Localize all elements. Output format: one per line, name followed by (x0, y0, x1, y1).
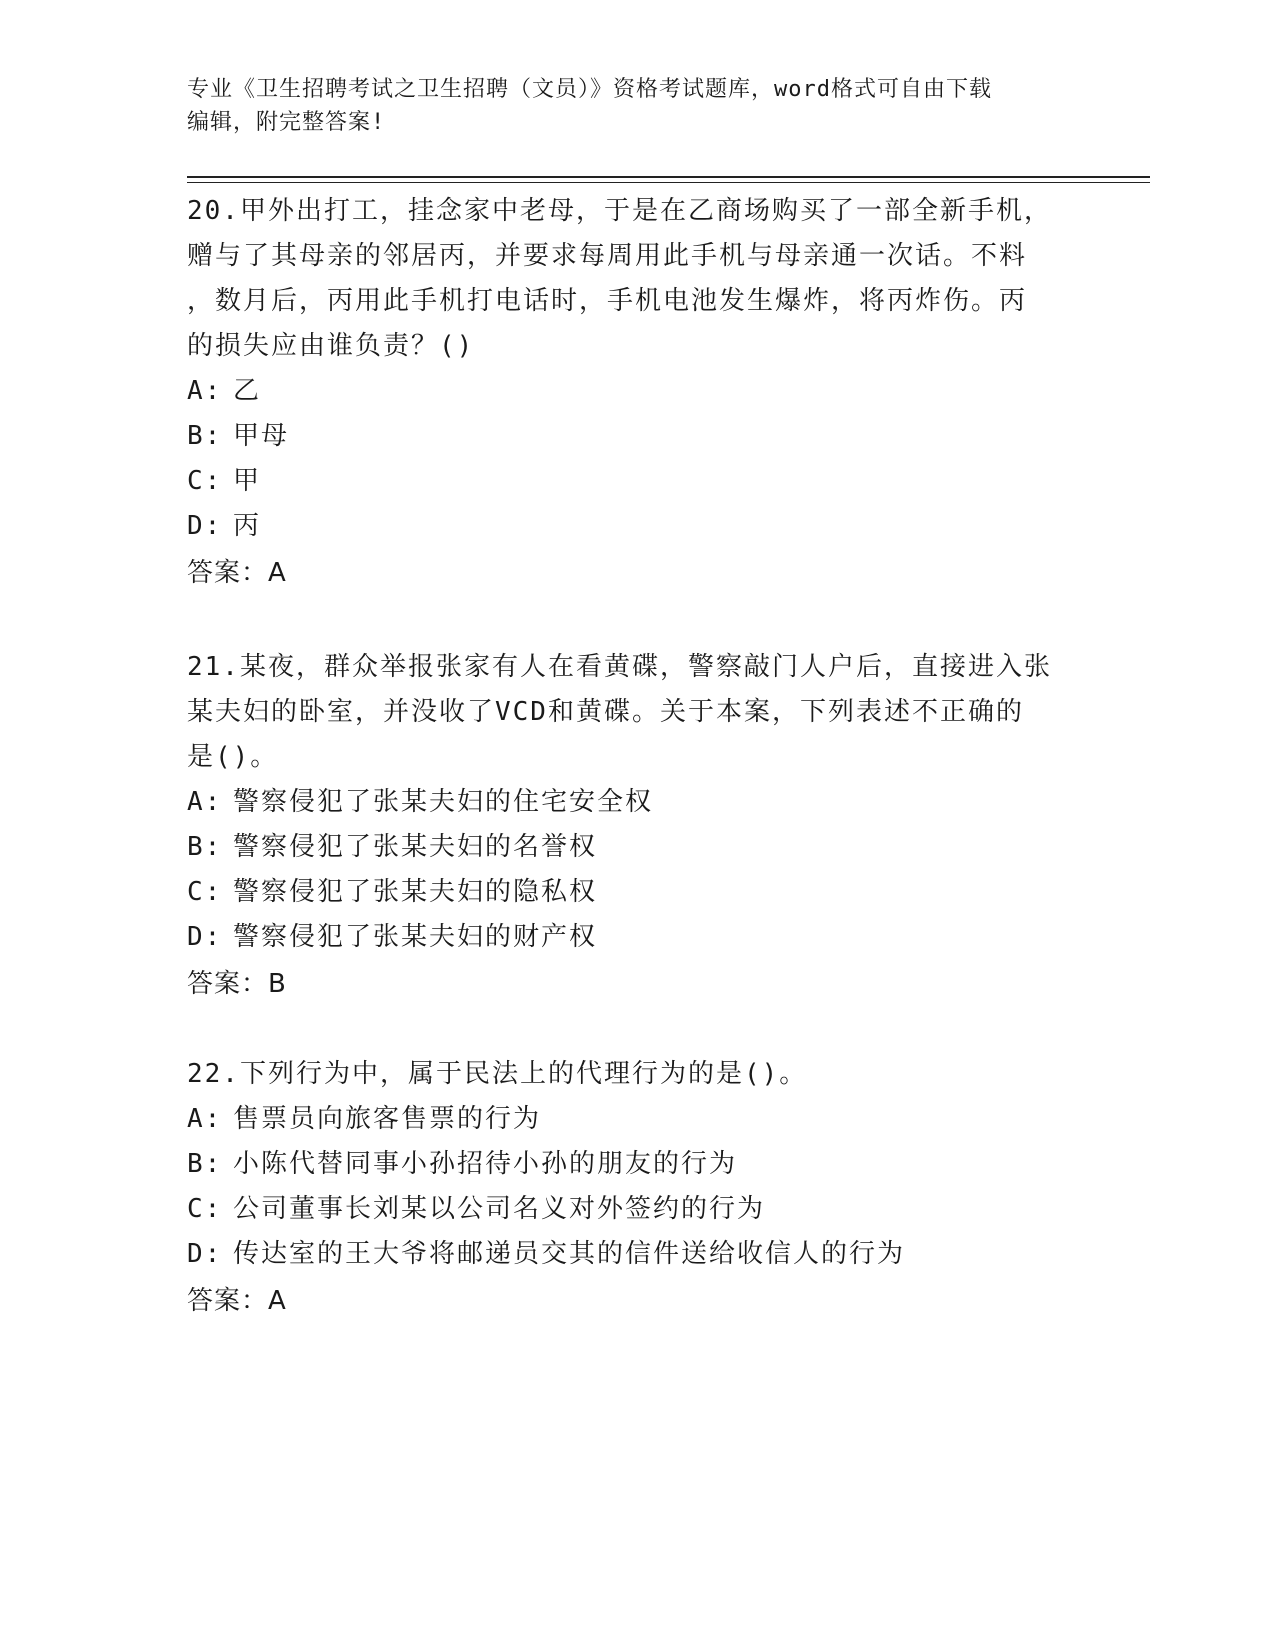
option-letter: D: (187, 922, 223, 952)
option-letter: C: (187, 1194, 223, 1224)
header-divider-thin (187, 182, 1150, 183)
document-header (187, 73, 1087, 139)
option-d (187, 915, 1067, 960)
question-22 (187, 1052, 1067, 1325)
option-text: 警察侵犯了张某夫妇的隐私权 (233, 877, 598, 907)
option-letter: A: (187, 787, 223, 817)
option-a (187, 369, 1067, 414)
question-stem-line: 某夫妇的卧室，并没收了VCD和黄碟。关于本案，下列表述不正确的 (187, 697, 1024, 727)
question-stem-line: ，数月后，丙用此手机打电话时，手机电池发生爆炸，将丙炸伤。丙 (187, 286, 1028, 316)
answer-label: 答案：B (187, 969, 287, 999)
option-b (187, 825, 1067, 870)
option-letter: C: (187, 877, 223, 907)
option-letter: B: (187, 1149, 223, 1179)
question-20 (187, 189, 1067, 597)
option-c (187, 459, 1067, 504)
question-stem-line: 的损失应由谁负责？() (187, 331, 475, 361)
option-letter: B: (187, 421, 223, 451)
option-text: 甲 (233, 466, 262, 496)
question-stem-line: 是()。 (187, 742, 279, 772)
option-text: 传达室的王大爷将邮递员交其的信件送给收信人的行为 (233, 1239, 906, 1269)
option-letter: B: (187, 832, 223, 862)
option-letter: A: (187, 376, 223, 406)
option-text: 警察侵犯了张某夫妇的财产权 (233, 922, 598, 952)
option-d (187, 1232, 1067, 1277)
header-line-2: 编辑，附完整答案! (187, 110, 386, 135)
option-text: 售票员向旅客售票的行为 (233, 1104, 542, 1134)
option-letter: C: (187, 466, 223, 496)
option-text: 公司董事长刘某以公司名义对外签约的行为 (233, 1194, 766, 1224)
option-text: 甲母 (233, 421, 290, 451)
question-stem-line: 22.下列行为中，属于民法上的代理行为的是()。 (187, 1059, 808, 1089)
option-letter: D: (187, 511, 223, 541)
answer-label: 答案：A (187, 558, 287, 588)
option-text: 小陈代替同事小孙招待小孙的朋友的行为 (233, 1149, 738, 1179)
question-stem-line: 20.甲外出打工，挂念家中老母，于是在乙商场购买了一部全新手机， (187, 196, 1052, 226)
option-letter: A: (187, 1104, 223, 1134)
option-text: 警察侵犯了张某夫妇的名誉权 (233, 832, 598, 862)
option-b (187, 414, 1067, 459)
option-a (187, 1097, 1067, 1142)
header-line-1: 专业《卫生招聘考试之卫生招聘（文员）》资格考试题库，word格式可自由下载 (187, 77, 992, 102)
answer-label: 答案：A (187, 1286, 287, 1316)
option-text: 乙 (233, 376, 262, 406)
header-divider (187, 176, 1150, 178)
option-a (187, 780, 1067, 825)
option-c (187, 1187, 1067, 1232)
option-text: 警察侵犯了张某夫妇的住宅安全权 (233, 787, 654, 817)
option-letter: D: (187, 1239, 223, 1269)
option-b (187, 1142, 1067, 1187)
question-stem-line: 21.某夜，群众举报张家有人在看黄碟，警察敲门人户后，直接进入张 (187, 652, 1052, 682)
question-stem-line: 赠与了其母亲的邻居丙，并要求每周用此手机与母亲通一次话。不料 (187, 241, 1028, 271)
option-c (187, 870, 1067, 915)
option-text: 丙 (233, 511, 262, 541)
option-d (187, 504, 1067, 549)
question-21 (187, 645, 1067, 1008)
